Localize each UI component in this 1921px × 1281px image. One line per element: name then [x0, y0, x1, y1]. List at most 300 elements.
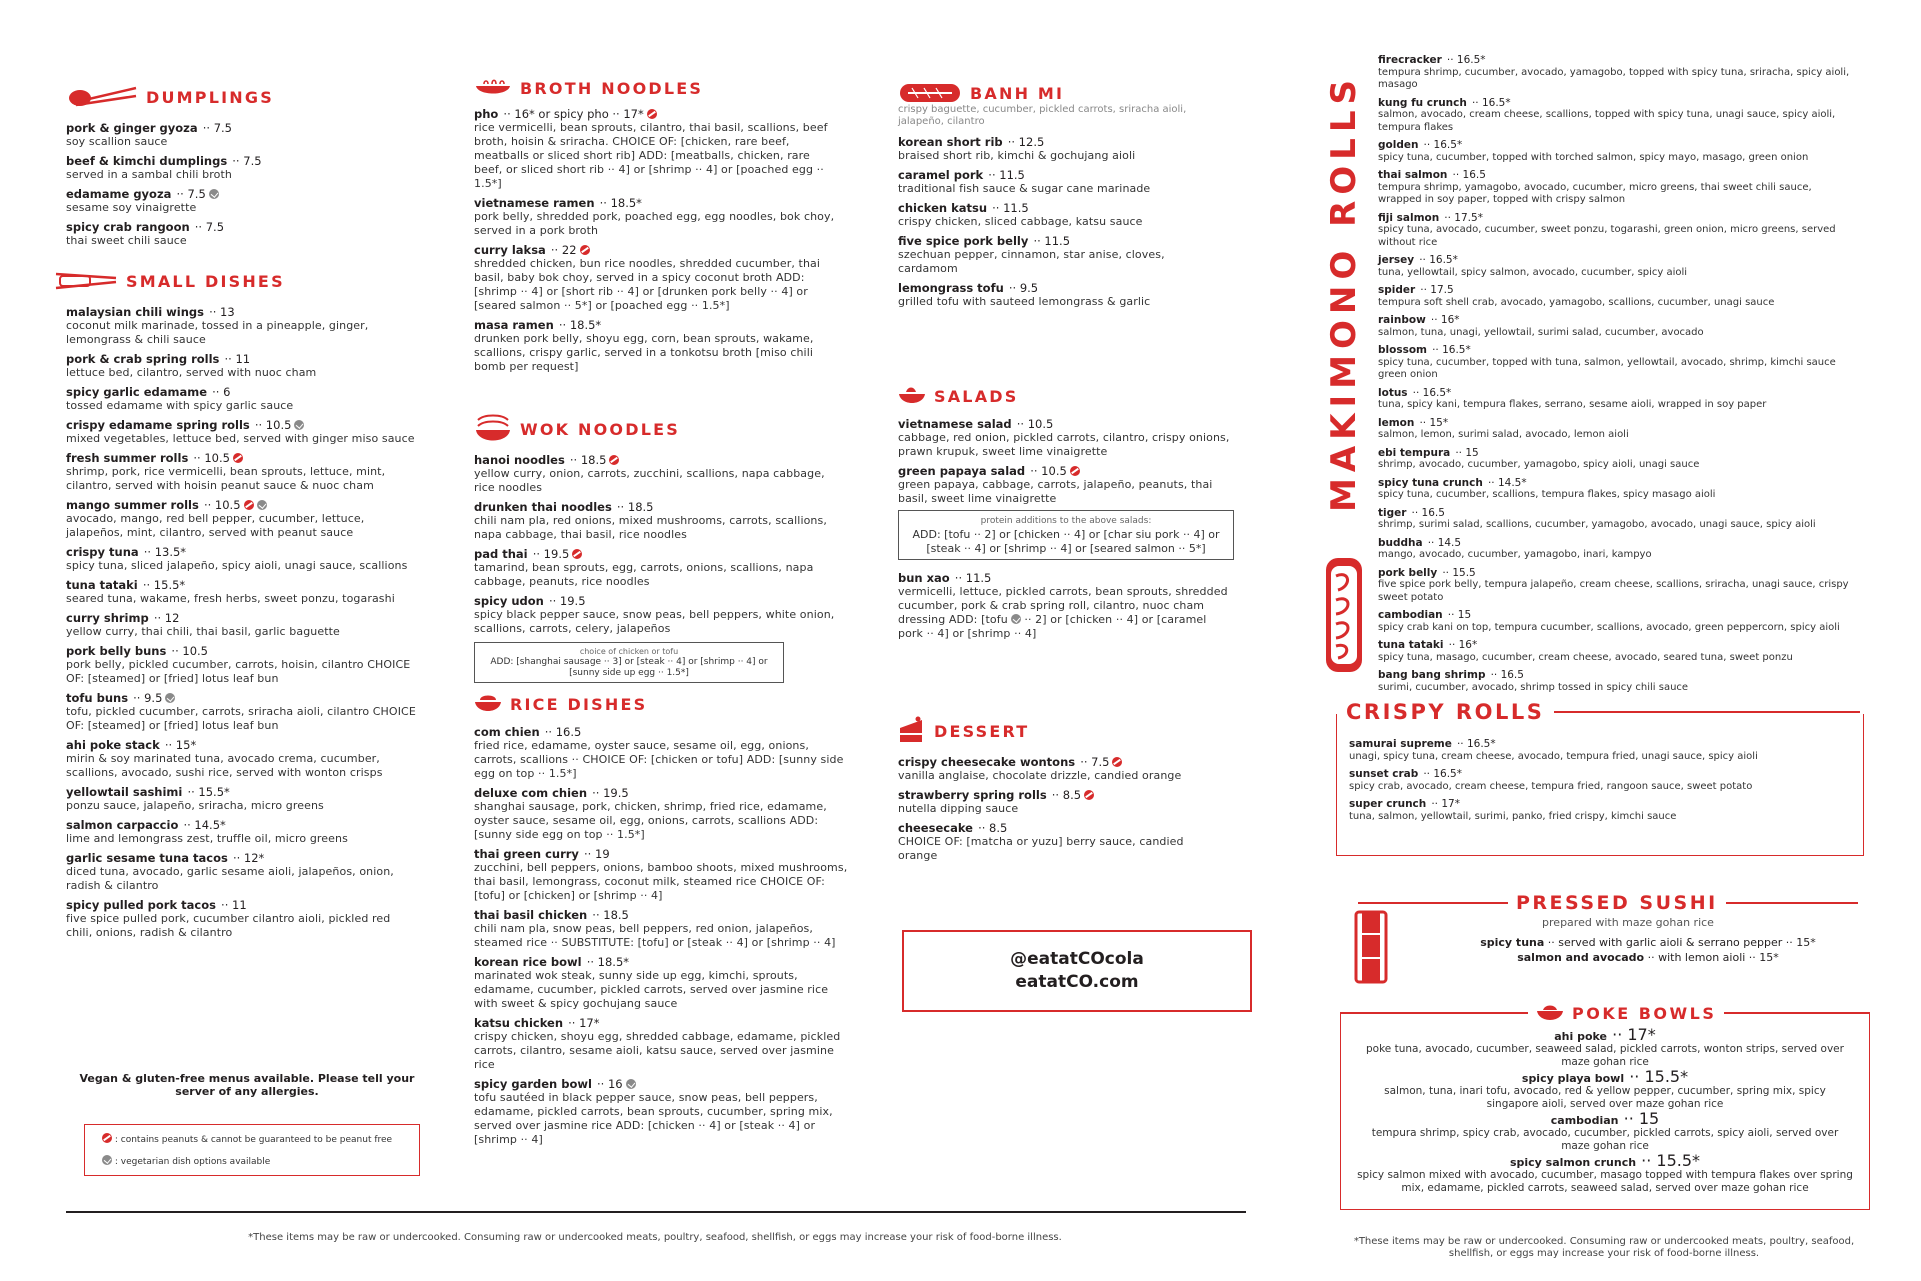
dumplings-title: DUMPLINGS — [146, 87, 274, 107]
peanut-icon — [647, 109, 657, 119]
makimono-list — [1378, 52, 1858, 694]
menu-item — [1378, 167, 1858, 207]
menu-item — [1378, 210, 1858, 250]
item-description: spicy crab, avocado, cream cheese, tempura fried, rangoon sauce, sweet potato — [1349, 780, 1753, 792]
item-name: spicy garlic edamame — [66, 385, 208, 399]
item-description: ·· served with garlic aioli & serrano pepper ·· 15* — [1547, 936, 1816, 949]
item-price: ·· 22 — [550, 243, 577, 257]
item-name: yellowtail sashimi — [66, 785, 183, 799]
broth-noodles-title: BROTH NOODLES — [520, 78, 704, 98]
item-description: shrimp, surimi salad, scallions, cucumber, yamagobo, avocado, unagi sauce, spicy aioli — [1378, 519, 1816, 530]
item-price: ·· 6 — [212, 385, 231, 399]
legend-peanut: : contains peanuts & cannot be guaranteed to be peanut free — [114, 1135, 393, 1145]
item-price: ·· 8.5 — [1051, 788, 1082, 802]
menu-item — [474, 499, 844, 542]
menu-item — [474, 785, 854, 842]
plate-chopsticks-icon — [54, 268, 118, 294]
pressed-rule-right — [1726, 902, 1858, 904]
item-name: spicy salmon crunch — [1509, 1156, 1637, 1169]
item-description: yellow curry, thai chili, thai basil, garlic baguette — [66, 625, 340, 638]
item-description: mango, avocado, cucumber, yamagobo, inari, kampyo — [1378, 549, 1652, 560]
item-name: cambodian — [1550, 1114, 1619, 1127]
item-price: ·· 16* — [1430, 314, 1460, 326]
item-name: salmon and avocado — [1517, 951, 1645, 964]
item-price: ·· 10.5 — [203, 498, 241, 512]
item-name: vietnamese salad — [898, 417, 1012, 431]
item-description: diced tuna, avocado, garlic sesame aioli, jalapeños, onion, radish & cilantro — [66, 865, 394, 892]
item-description: tossed edamame with spicy garlic sauce — [66, 399, 294, 412]
item-description: shanghai sausage, pork, chicken, shrimp, fried rice, edamame, oyster sauce, sesame oil, egg, onions, carrots, scallions ADD: [sunny side egg on top ·· 1.5*] — [474, 800, 827, 841]
menu-item — [474, 106, 844, 191]
noodle-bowl-icon — [474, 78, 512, 98]
item-name: ebi tempura — [1378, 446, 1451, 459]
item-price: ·· 14.5 — [1427, 536, 1462, 549]
item-description: CHOICE OF: [matcha or yuzu] berry sauce, candied orange — [898, 835, 1184, 862]
item-description: spicy tuna, cucumber, topped with torched salmon, spicy mayo, masago, green onion — [1378, 151, 1809, 163]
menu-item — [1378, 475, 1858, 502]
peanut-icon — [233, 453, 243, 463]
menu-item — [66, 577, 434, 606]
item-name: katsu chicken — [474, 1016, 564, 1030]
item-description: mixed vegetables, lettuce bed, served with ginger miso sauce — [66, 432, 415, 445]
item-description: spicy tuna, masago, cucumber, cream cheese, avocado, seared tuna, sweet ponzu — [1378, 651, 1793, 663]
pressed-sushi-title: PRESSED SUSHI — [1516, 892, 1718, 914]
item-description: poke tuna, avocado, cucumber, seaweed salad, pickled carrots, wonton strips, served over maze gohan rice — [1366, 1043, 1844, 1068]
item-name: lotus — [1378, 386, 1408, 399]
item-price: ·· 18.5* — [586, 955, 630, 969]
peanut-icon — [1070, 466, 1080, 476]
item-price: ·· 9.5 — [1008, 281, 1039, 295]
item-price: ·· 16.5* — [1423, 768, 1462, 780]
item-description: soy scallion sauce — [66, 135, 168, 148]
item-price: ·· 11.5 — [988, 168, 1025, 182]
item-price: ·· 16 — [597, 1077, 623, 1091]
item-description: grilled tofu with sauteed lemongrass & garlic — [898, 295, 1151, 308]
menu-item — [66, 351, 434, 380]
menu-item — [66, 417, 434, 446]
bun-xao-price: ·· 11.5 — [954, 571, 992, 585]
item-name: pork belly buns — [66, 644, 167, 658]
item-name: spicy garden bowl — [474, 1077, 592, 1091]
item-price: ·· 16.5* — [1419, 254, 1458, 266]
vegetarian-icon — [165, 693, 175, 703]
item-name: firecracker — [1378, 54, 1442, 66]
menu-item — [1378, 637, 1858, 664]
bun-xao-name: bun xao — [898, 571, 950, 585]
item-price: ·· 12* — [232, 851, 265, 865]
item-name: bang bang shrimp — [1378, 669, 1486, 681]
item-description: spicy tuna, sliced jalapeño, spicy aioli, unagi sauce, scallions — [66, 559, 408, 572]
peanut-icon — [1112, 757, 1122, 767]
item-name: samurai supreme — [1349, 738, 1452, 750]
item-price: ·· 16.5* — [1412, 386, 1452, 399]
item-name: lemon — [1378, 416, 1415, 429]
item-description: crispy chicken, sliced cabbage, katsu sauce — [898, 215, 1143, 228]
menu-item — [474, 452, 844, 495]
item-price: ·· 14.5* — [183, 818, 226, 832]
item-description: tofu sautéed in black pepper sauce, snow peas, bell peppers, edamame, pickled carrots, bean sprouts, cucumber, spring mix, served over jasmine rice ADD: [chicken ·· 4] or [steak ·· 4] or [shrimp ·· 4] — [474, 1091, 833, 1146]
item-price: ·· 14.5* — [1487, 476, 1527, 489]
menu-item — [1349, 736, 1851, 763]
item-description: tuna, yellowtail, spicy salmon, avocado, cucumber, spicy aioli — [1378, 266, 1688, 278]
wok-noodles-title: WOK NOODLES — [520, 419, 680, 439]
menu-item — [1357, 1025, 1853, 1069]
item-price: ·· 10.5 — [171, 644, 208, 658]
item-description: sesame soy vinaigrette — [66, 201, 197, 214]
pressed-sushi-subtitle: prepared with maze gohan rice — [1542, 916, 1714, 929]
item-description: tuna, spicy kani, tempura flakes, serrano, sesame aioli, wrapped in soy paper — [1378, 399, 1767, 410]
item-name: lemongrass tofu — [898, 281, 1004, 295]
menu-item — [474, 724, 854, 781]
item-description: zucchini, bell peppers, onions, bamboo shoots, mixed mushrooms, thai basil, lemongrass, coconut milk, steamed rice CHOICE OF: [tofu] or [chicken] or [shrimp ·· 4] — [474, 861, 848, 902]
item-description: salmon, tuna, unagi, yellowtail, surimi salad, cucumber, avocado — [1378, 326, 1704, 338]
item-price: ·· 16.5 — [544, 725, 582, 739]
item-price: ·· 16.5* — [1432, 344, 1471, 356]
pressed-sushi-list — [1438, 935, 1858, 965]
poke-bowls-title: POKE BOWLS — [1572, 1003, 1717, 1023]
item-name: tofu buns — [66, 691, 129, 705]
item-name: pho — [474, 107, 499, 121]
salad-bowl-icon — [898, 384, 926, 408]
menu-item — [474, 546, 844, 589]
menu-item — [474, 1076, 854, 1147]
item-name: spicy pulled pork tacos — [66, 898, 216, 912]
pressed-sushi-section — [1358, 892, 1858, 965]
menu-item — [66, 544, 434, 573]
item-name: vietnamese ramen — [474, 196, 595, 210]
bun-xao-desc: vermicelli, lettuce, pickled carrots, bean sprouts, shredded cucumber, pork & crab spring roll, cilantro, nuoc cham dressing ADD: [tofu ·· 2] or [chicken ·· 4] or [caramel pork ·· 4] or [shrimp ·· 4] — [898, 585, 1228, 640]
item-name: korean rice bowl — [474, 955, 582, 969]
small-dishes-list — [54, 304, 434, 940]
item-description: crispy chicken, shoyu egg, shredded cabbage, edamame, pickled carrots, cilantro, sesame aioli, katsu sauce, served over jasmine rice — [474, 1030, 841, 1071]
menu-item — [474, 954, 854, 1011]
item-price: ·· 15.5* — [1641, 1151, 1701, 1170]
menu-item — [474, 195, 844, 238]
crispy-rule — [1554, 711, 1860, 713]
item-price: ·· 9.5 — [133, 691, 163, 705]
item-price: ·· 15 — [1455, 446, 1479, 459]
item-name: chicken katsu — [898, 201, 988, 215]
item-price: ·· 7.5 — [1080, 755, 1110, 769]
dumplings-section — [66, 84, 426, 252]
makimono-title: MAKIMONO ROLLS — [1324, 74, 1364, 512]
item-description: tempura shrimp, spicy crab, avocado, cucumber, pickled carrots, spicy aioli, served over maze gohan rice — [1371, 1127, 1839, 1152]
wok-box-text: ADD: [shanghai sausage ·· 3] or [steak ·· 4] or [shrimp ·· 4] or [sunny side up egg ·· 1.5*] — [490, 657, 768, 678]
menu-item — [66, 690, 434, 733]
item-name: pad thai — [474, 547, 528, 561]
item-price: ·· 8.5 — [978, 821, 1008, 835]
item-name: spider — [1378, 284, 1416, 296]
item-name: thai green curry — [474, 847, 579, 861]
item-name: ahi poke — [1554, 1030, 1608, 1043]
item-description: lime and lemongrass zest, truffle oil, micro greens — [66, 832, 348, 845]
item-name: strawberry spring rolls — [898, 788, 1047, 802]
item-description: yellow curry, onion, carrots, zucchini, scallions, napa cabbage, rice noodles — [474, 467, 825, 494]
item-description: five spice pulled pork, cucumber cilantro aioli, pickled red chili, onions, radish & cilantro — [66, 912, 391, 939]
vegetarian-icon — [294, 420, 304, 430]
item-name: spicy tuna — [1480, 936, 1545, 949]
peanut-icon — [1084, 790, 1094, 800]
item-price: ·· 17.5* — [1444, 211, 1483, 224]
item-description: thai sweet chili sauce — [66, 234, 187, 247]
item-description: unagi, spicy tuna, cream cheese, avocado, tempura fried, unagi sauce, spicy aioli — [1349, 750, 1758, 762]
item-price: ·· 7.5 — [176, 187, 206, 201]
menu-item — [1378, 252, 1858, 279]
small-dishes-section — [54, 268, 434, 944]
item-price: ·· 19 — [584, 847, 610, 861]
item-price: ·· 15 — [1447, 609, 1472, 621]
salads-title: SALADS — [934, 386, 1019, 406]
item-name: beef & kimchi dumplings — [66, 154, 228, 168]
item-price: ·· 13 — [209, 305, 235, 319]
menu-item — [1378, 415, 1858, 442]
item-price: ·· 15.5* — [187, 785, 230, 799]
item-name: spicy tuna crunch — [1378, 476, 1483, 489]
wok-add-box — [474, 642, 784, 683]
item-name: thai salmon — [1378, 169, 1448, 181]
salad-box-text: ADD: [tofu ·· 2] or [chicken ·· 4] or [char siu pork ·· 4] or [steak ·· 4] or [shrimp ·· 4] or [seared salmon ·· 5*] — [912, 528, 1220, 555]
item-name: deluxe com chien — [474, 786, 588, 800]
menu-item — [66, 384, 434, 413]
menu-item — [66, 817, 434, 846]
item-description: tempura shrimp, cucumber, avocado, yamagobo, topped with spicy tuna, sriracha, spicy aioli, masago — [1378, 66, 1850, 90]
menu-item — [1349, 796, 1851, 823]
item-price: ·· 15.5* — [1629, 1067, 1689, 1086]
item-description: cabbage, red onion, pickled carrots, cilantro, crispy onions, prawn krupuk, sweet lime vinaigrette — [898, 431, 1230, 458]
item-name: hanoi noodles — [474, 453, 565, 467]
item-name: rainbow — [1378, 314, 1426, 326]
vegetarian-icon — [257, 500, 267, 510]
item-price: ·· 12 — [153, 611, 180, 625]
menu-item — [66, 610, 434, 639]
menu-item — [474, 907, 854, 950]
item-price: ·· 15* — [1419, 416, 1449, 429]
rice-dishes-section — [474, 692, 854, 1151]
item-name: pork & crab spring rolls — [66, 352, 220, 366]
item-price: ·· 11 — [221, 898, 247, 912]
wok-icon — [474, 412, 512, 446]
item-price: ·· 15.5 — [1442, 566, 1476, 579]
dessert-title: DESSERT — [934, 721, 1030, 741]
item-description: tempura soft shell crab, avocado, yamagobo, scallions, cucumber, unagi sauce — [1378, 296, 1775, 308]
item-price: ·· 16.5 — [1490, 669, 1524, 681]
cake-slice-icon — [898, 716, 926, 746]
item-price: ·· 16.5* — [1446, 54, 1486, 66]
peanut-icon — [572, 549, 582, 559]
item-description: seared tuna, wakame, fresh herbs, sweet ponzu, togarashi — [66, 592, 395, 605]
menu-item — [1378, 282, 1858, 309]
baguette-icon — [898, 80, 962, 106]
peanut-icon — [580, 245, 590, 255]
item-description: spicy crab kani on top, tempura cucumber, scallions, avocado, green peppercorn, spicy aioli — [1378, 621, 1840, 633]
item-description: spicy salmon mixed with avocado, cucumber, masago topped with tempura flakes over spring mix, edamame, pickled carrots, seaweed salad, served over maze gohan rice — [1357, 1169, 1853, 1194]
item-name: garlic sesame tuna tacos — [66, 851, 228, 865]
menu-item — [1357, 1151, 1853, 1195]
item-name: cambodian — [1378, 609, 1443, 621]
pressed-rule-left — [1358, 902, 1508, 904]
item-description: shrimp, pork, rice vermicelli, bean sprouts, lettuce, mint, cilantro, served with hoisin peanut sauce & nuoc cham — [66, 465, 386, 492]
item-price: ·· 16.5 — [1411, 506, 1445, 519]
item-price: ·· 19.5 — [532, 547, 570, 561]
item-description: shrimp, avocado, cucumber, yamagobo, spicy aioli, unagi sauce — [1378, 459, 1700, 470]
item-name: crispy edamame spring rolls — [66, 418, 250, 432]
menu-item — [474, 593, 844, 636]
item-description: chili nam pla, red onions, mixed mushrooms, carrots, scallions, napa cabbage, thai basil, rice noodles — [474, 514, 827, 541]
item-name: mango summer rolls — [66, 498, 199, 512]
item-name: curry laksa — [474, 243, 546, 257]
item-description: drunken pork belly, shoyu egg, corn, bean sprouts, wakame, scallions, crispy garlic, served in a tonkotsu broth [miso chili bomb per request] — [474, 332, 814, 373]
item-name: thai basil chicken — [474, 908, 588, 922]
item-name: sunset crab — [1349, 768, 1419, 780]
menu-item — [66, 497, 434, 540]
menu-item — [1378, 52, 1858, 92]
item-name: green papaya salad — [898, 464, 1026, 478]
rice-dishes-list — [474, 724, 854, 1147]
item-price: ·· 17.5 — [1420, 284, 1454, 296]
item-name: kung fu crunch — [1378, 96, 1467, 109]
item-price: ·· 10.5 — [1030, 464, 1067, 478]
item-price: ·· 19.5 — [592, 786, 629, 800]
makimono-section — [1378, 52, 1858, 697]
menu-item — [898, 167, 1268, 196]
item-price: ·· 18.5 — [569, 453, 607, 467]
item-description: tofu, pickled cucumber, carrots, sriracha aioli, cilantro CHOICE OF: [steamed] or [fried] lotus leaf bun — [66, 705, 416, 732]
item-name: spicy crab rangoon — [66, 220, 190, 234]
banh-mi-subtitle: crispy baguette, cucumber, pickled carrots, sriracha aioli, jalapeño, cilantro — [898, 104, 1187, 127]
item-description: spicy tuna, cucumber, scallions, tempura flakes, spicy masago aioli — [1378, 489, 1716, 500]
item-price: ·· 15* — [164, 738, 197, 752]
item-name: jersey — [1378, 254, 1415, 266]
item-name: spicy udon — [474, 594, 544, 608]
vegetarian-icon — [209, 189, 219, 199]
item-description: salmon, avocado, cream cheese, scallions, topped with spicy tuna, unagi sauce, spicy aioli, tempura flakes — [1378, 109, 1836, 133]
menu-item — [1357, 1109, 1853, 1153]
item-description: surimi, cucumber, avocado, shrimp tossed in spicy chili sauce — [1378, 681, 1689, 693]
item-price: ·· 10.5 — [1016, 417, 1054, 431]
dumplings-list — [66, 120, 426, 248]
crispy-rolls-title: CRISPY ROLLS — [1346, 700, 1545, 724]
poke-bowls-box — [1340, 1014, 1870, 1210]
item-name: crispy tuna — [66, 545, 139, 559]
item-description: marinated wok steak, sunny side up egg, kimchi, sprouts, edamame, cucumber, pickled carrots, served over jasmine rice with sweet & spicy gochujang sauce — [474, 969, 829, 1010]
menu-item — [898, 280, 1268, 309]
social-handle[interactable]: @eatatCOcola — [1010, 949, 1144, 969]
item-price: ·· 10.5 — [254, 418, 292, 432]
item-name: super crunch — [1349, 798, 1427, 810]
item-name: tiger — [1378, 506, 1407, 519]
item-price: ·· 18.5 — [616, 500, 654, 514]
item-price: ·· 16.5* — [1423, 139, 1463, 151]
menu-item — [1378, 342, 1858, 382]
menu-item — [1378, 667, 1858, 694]
item-price: ·· 16.5 — [1452, 169, 1486, 181]
item-name: crispy cheesecake wontons — [898, 755, 1076, 769]
menu-item — [474, 317, 844, 374]
small-dishes-title: SMALL DISHES — [126, 271, 285, 291]
item-price: ·· 16* — [1448, 639, 1478, 651]
menu-item — [1357, 1067, 1853, 1111]
item-price: ·· 7.5 — [194, 220, 225, 234]
item-name: malaysian chili wings — [66, 305, 204, 319]
item-description: ponzu sauce, jalapeño, sriracha, micro greens — [66, 799, 324, 812]
crispy-rolls-box — [1336, 714, 1864, 856]
item-description: spicy tuna, cucumber, topped with tuna, salmon, yellowtail, avocado, shrimp, kimchi sauce green onion — [1378, 356, 1836, 380]
menu-item — [1378, 312, 1858, 339]
item-description: tamarind, bean sprouts, egg, carrots, onions, scallions, napa cabbage, peanuts, rice noodles — [474, 561, 814, 588]
legend-box — [84, 1124, 420, 1176]
menu-item — [1349, 766, 1851, 793]
item-price: ·· 11 — [224, 352, 251, 366]
item-name: curry shrimp — [66, 611, 149, 625]
menu-item — [898, 416, 1278, 459]
pressed-sushi-icon — [1354, 910, 1388, 984]
item-name: com chien — [474, 725, 540, 739]
menu-item — [66, 643, 434, 686]
menu-item — [1438, 950, 1858, 965]
item-name: salmon carpaccio — [66, 818, 179, 832]
menu-item — [66, 737, 434, 780]
item-price: ·· 17* — [1612, 1025, 1656, 1044]
item-description: pork belly, shredded pork, poached egg, egg noodles, bok choy, served in a pork broth — [474, 210, 835, 237]
item-description: shredded chicken, bun rice noodles, shredded cucumber, thai basil, baby bok choy, served in a spicy coconut broth ADD: [shrimp ·· 4] or [short rib ·· 4] or [drunken pork belly ·· 4] or [seared salmon ·· 5*] or [poached egg ·· 1.5*] — [474, 257, 821, 312]
item-price: ·· 17* — [568, 1016, 600, 1030]
menu-item — [1378, 385, 1858, 412]
item-description: rice vermicelli, bean sprouts, cilantro, thai basil, scallions, beef broth, hoisin & sriracha. CHOICE OF: [chicken, rare beef, meatballs or sliced short rib] ADD: [meatballs, chicken, rare beef, or sliced short rib ·· 4] or [shrimp ·· 4] or [poached egg ·· 1.5*] — [474, 121, 828, 190]
menu-item — [474, 242, 844, 313]
item-name: edamame gyoza — [66, 187, 172, 201]
wok-box-head: choice of chicken or tofu — [579, 647, 679, 656]
item-name: buddha — [1378, 536, 1423, 549]
menu-item — [1378, 607, 1858, 634]
menu-item — [66, 186, 426, 215]
item-name: pork belly — [1378, 566, 1438, 579]
banh-mi-list — [898, 134, 1268, 309]
menu-item — [1378, 535, 1858, 562]
makimono-vertical-title — [1322, 48, 1366, 538]
item-description: tempura shrimp, yamagobo, avocado, cucumber, micro greens, thai sweet chili sauce, wrapped in soy paper, topped with crispy salmon — [1378, 181, 1812, 205]
disclaimer-left: *These items may be raw or undercooked. Consuming raw or undercooked meats, poultry, seafood, shellfish, or eggs may increase your risk of food-borne illness. — [248, 1232, 1062, 1243]
item-description: pork belly, pickled cucumber, carrots, hoisin, cilantro CHOICE OF: [steamed] or [fried] lotus leaf bun — [66, 658, 411, 685]
item-name: tuna tataki — [66, 578, 138, 592]
menu-item — [66, 153, 426, 182]
item-price: ·· 11.5 — [992, 201, 1029, 215]
item-name: pork & ginger gyoza — [66, 121, 198, 135]
item-price: ·· 12.5 — [1007, 135, 1045, 149]
menu-item — [1378, 565, 1858, 605]
item-description: szechuan pepper, cinnamon, star anise, cloves, cardamom — [898, 248, 1165, 275]
menu-item — [66, 450, 434, 493]
item-price: ·· 17* — [1431, 798, 1460, 810]
item-description: spicy black pepper sauce, snow peas, bell peppers, white onion, scallions, carrots, celery, jalapeños — [474, 608, 835, 635]
social-box — [902, 930, 1252, 1012]
item-price: ·· 16.5* — [1471, 96, 1511, 109]
broth-noodles-section — [474, 78, 844, 378]
item-name: fresh summer rolls — [66, 451, 189, 465]
item-description: traditional fish sauce & sugar cane marinade — [898, 182, 1151, 195]
item-price: ·· 7.5 — [202, 121, 232, 135]
menu-item — [1378, 95, 1858, 135]
item-description: spicy tuna, avocado, cucumber, sweet ponzu, togarashi, green onion, micro greens, served without rice — [1378, 224, 1836, 248]
item-name: fiji salmon — [1378, 211, 1440, 224]
salad-box-head: protein additions to the above salads: — [980, 516, 1152, 526]
crispy-rolls-list — [1349, 736, 1851, 823]
wok-noodles-list — [474, 452, 844, 636]
broth-noodles-list — [474, 106, 844, 374]
item-price: ·· 16.5* — [1456, 738, 1496, 750]
website-link[interactable]: eatatCO.com — [1015, 972, 1139, 992]
menu-item — [1378, 137, 1858, 164]
peanut-icon — [609, 455, 619, 465]
